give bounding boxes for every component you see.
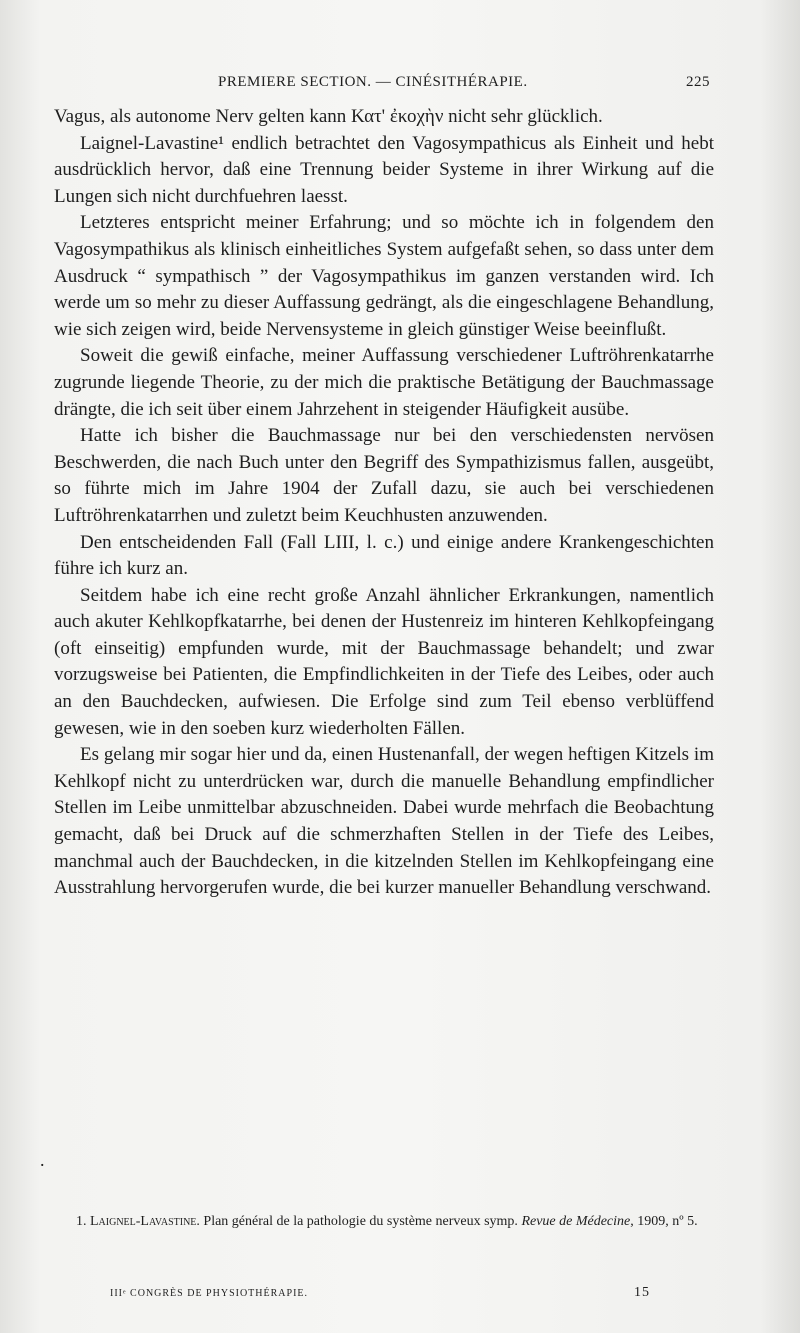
footnote: [60, 1212, 716, 1231]
signature-number: 15: [634, 1285, 650, 1300]
paragraph: Den entscheidenden Fall (Fall LIII, l. c.) und einige andere Krankengeschichten führe ich kurz an.: [54, 531, 714, 580]
paragraph: Laignel-Lavastine¹ endlich betrachtet den Vagosympathicus als Einheit und hebt ausdrücklich hervor, daß eine Trennung beider Systeme in ihrer Wirkung auf die Lungen sich nicht durchfuehren laesst.: [54, 132, 714, 207]
footnote-journal: Revue de Médecine: [521, 1214, 631, 1229]
paragraph: Es gelang mir sogar hier und da, einen Hustenanfall, der wegen heftigen Kitzels im Kehlkopf nicht zu unterdrücken war, durch die manuelle Behandlung empfindlicher Stellen im Leibe unmittelbar abzuschneiden. Dabei wurde mehrfach die Beobachtung gemacht, daß bei Druck auf die schmerzhaften Stellen in der Tiefe des Leibes, manchmal auch der Bauchdecken, in die kitzelnden Stellen im Kehlkopfeingang eine Ausstrahlung hervorgerufen wurde, die bei kurzer manueller Behandlung verschwand.: [54, 744, 714, 899]
footnote-number: 1.: [76, 1214, 87, 1229]
paragraph: Letzteres entspricht meiner Erfahrung; und so möchte ich in folgendem den Vagosympathikus als klinisch einheitliches System aufgefaßt sehen, so dass unter dem Ausdruck “ sympathisch ” der Vagosympathikus im ganzen verstanden wird. Ich werde um so mehr zu dieser Auffassung gedrängt, als die eingeschlagene Behandlung, wie sich zeigen wird, beide Nervensysteme in gleich günstiger Weise beeinflußt.: [54, 212, 714, 340]
footnote-author: Laignel-Lavastine.: [90, 1214, 200, 1229]
page-number: 225: [686, 74, 710, 90]
footnote-text: Plan général de la pathologie du système nerveux symp.: [199, 1214, 522, 1229]
paragraph: Seitdem habe ich eine recht große Anzahl ähnlicher Erkrankungen, namentlich auch akuter Kehlkopfkatarrhe, bei denen der Hustenreiz im hinteren Kehlkopfeingang (oft einseitig) empfunden wurde, mit der Bauchmassage behandelt; und zwar vorzugsweise bei Patienten, die Empfindlichkeiten in der Tiefe des Leibes, oder auch an den Bauchdecken, aufwiesen. Die Erfolge sind zum Teil ebenso verblüffend gewesen, wie in den soeben kurz wiederholten Fällen.: [54, 584, 714, 739]
footnote-rest: , 1909, nº 5.: [630, 1214, 698, 1229]
signature-text: IIIᵉ CONGRÈS DE PHYSIOTHÉRAPIE.: [110, 1288, 309, 1299]
paragraph: Soweit die gewiß einfache, meiner Auffassung verschiedener Luftröhrenkatarrhe zugrunde liegende Theorie, zu der mich die praktische Betätigung der Bauchmassage drängte, die ich seit über einem Jahrzehent in steigender Häufigkeit ausübe.: [54, 345, 714, 420]
paragraph: Vagus, als autonome Nerv gelten kann Κατ' ἐκοχὴν nicht sehr glücklich.: [54, 106, 603, 127]
margin-mark: .: [40, 1150, 45, 1170]
body-text: [54, 104, 714, 902]
paragraph: Hatte ich bisher die Bauchmassage nur bei den verschiedensten nervösen Beschwerden, die nach Buch unter den Begriff des Sympathizismus fallen, ausgeübt, so führte mich im Jahre 1904 der Zufall dazu, sie auch bei verschiedenen Luftröhrenkatarrhen und zuletzt beim Keuchhusten anzuwenden.: [54, 425, 714, 526]
running-title: PREMIERE SECTION. — CINÉSITHÉRAPIE.: [218, 74, 528, 90]
